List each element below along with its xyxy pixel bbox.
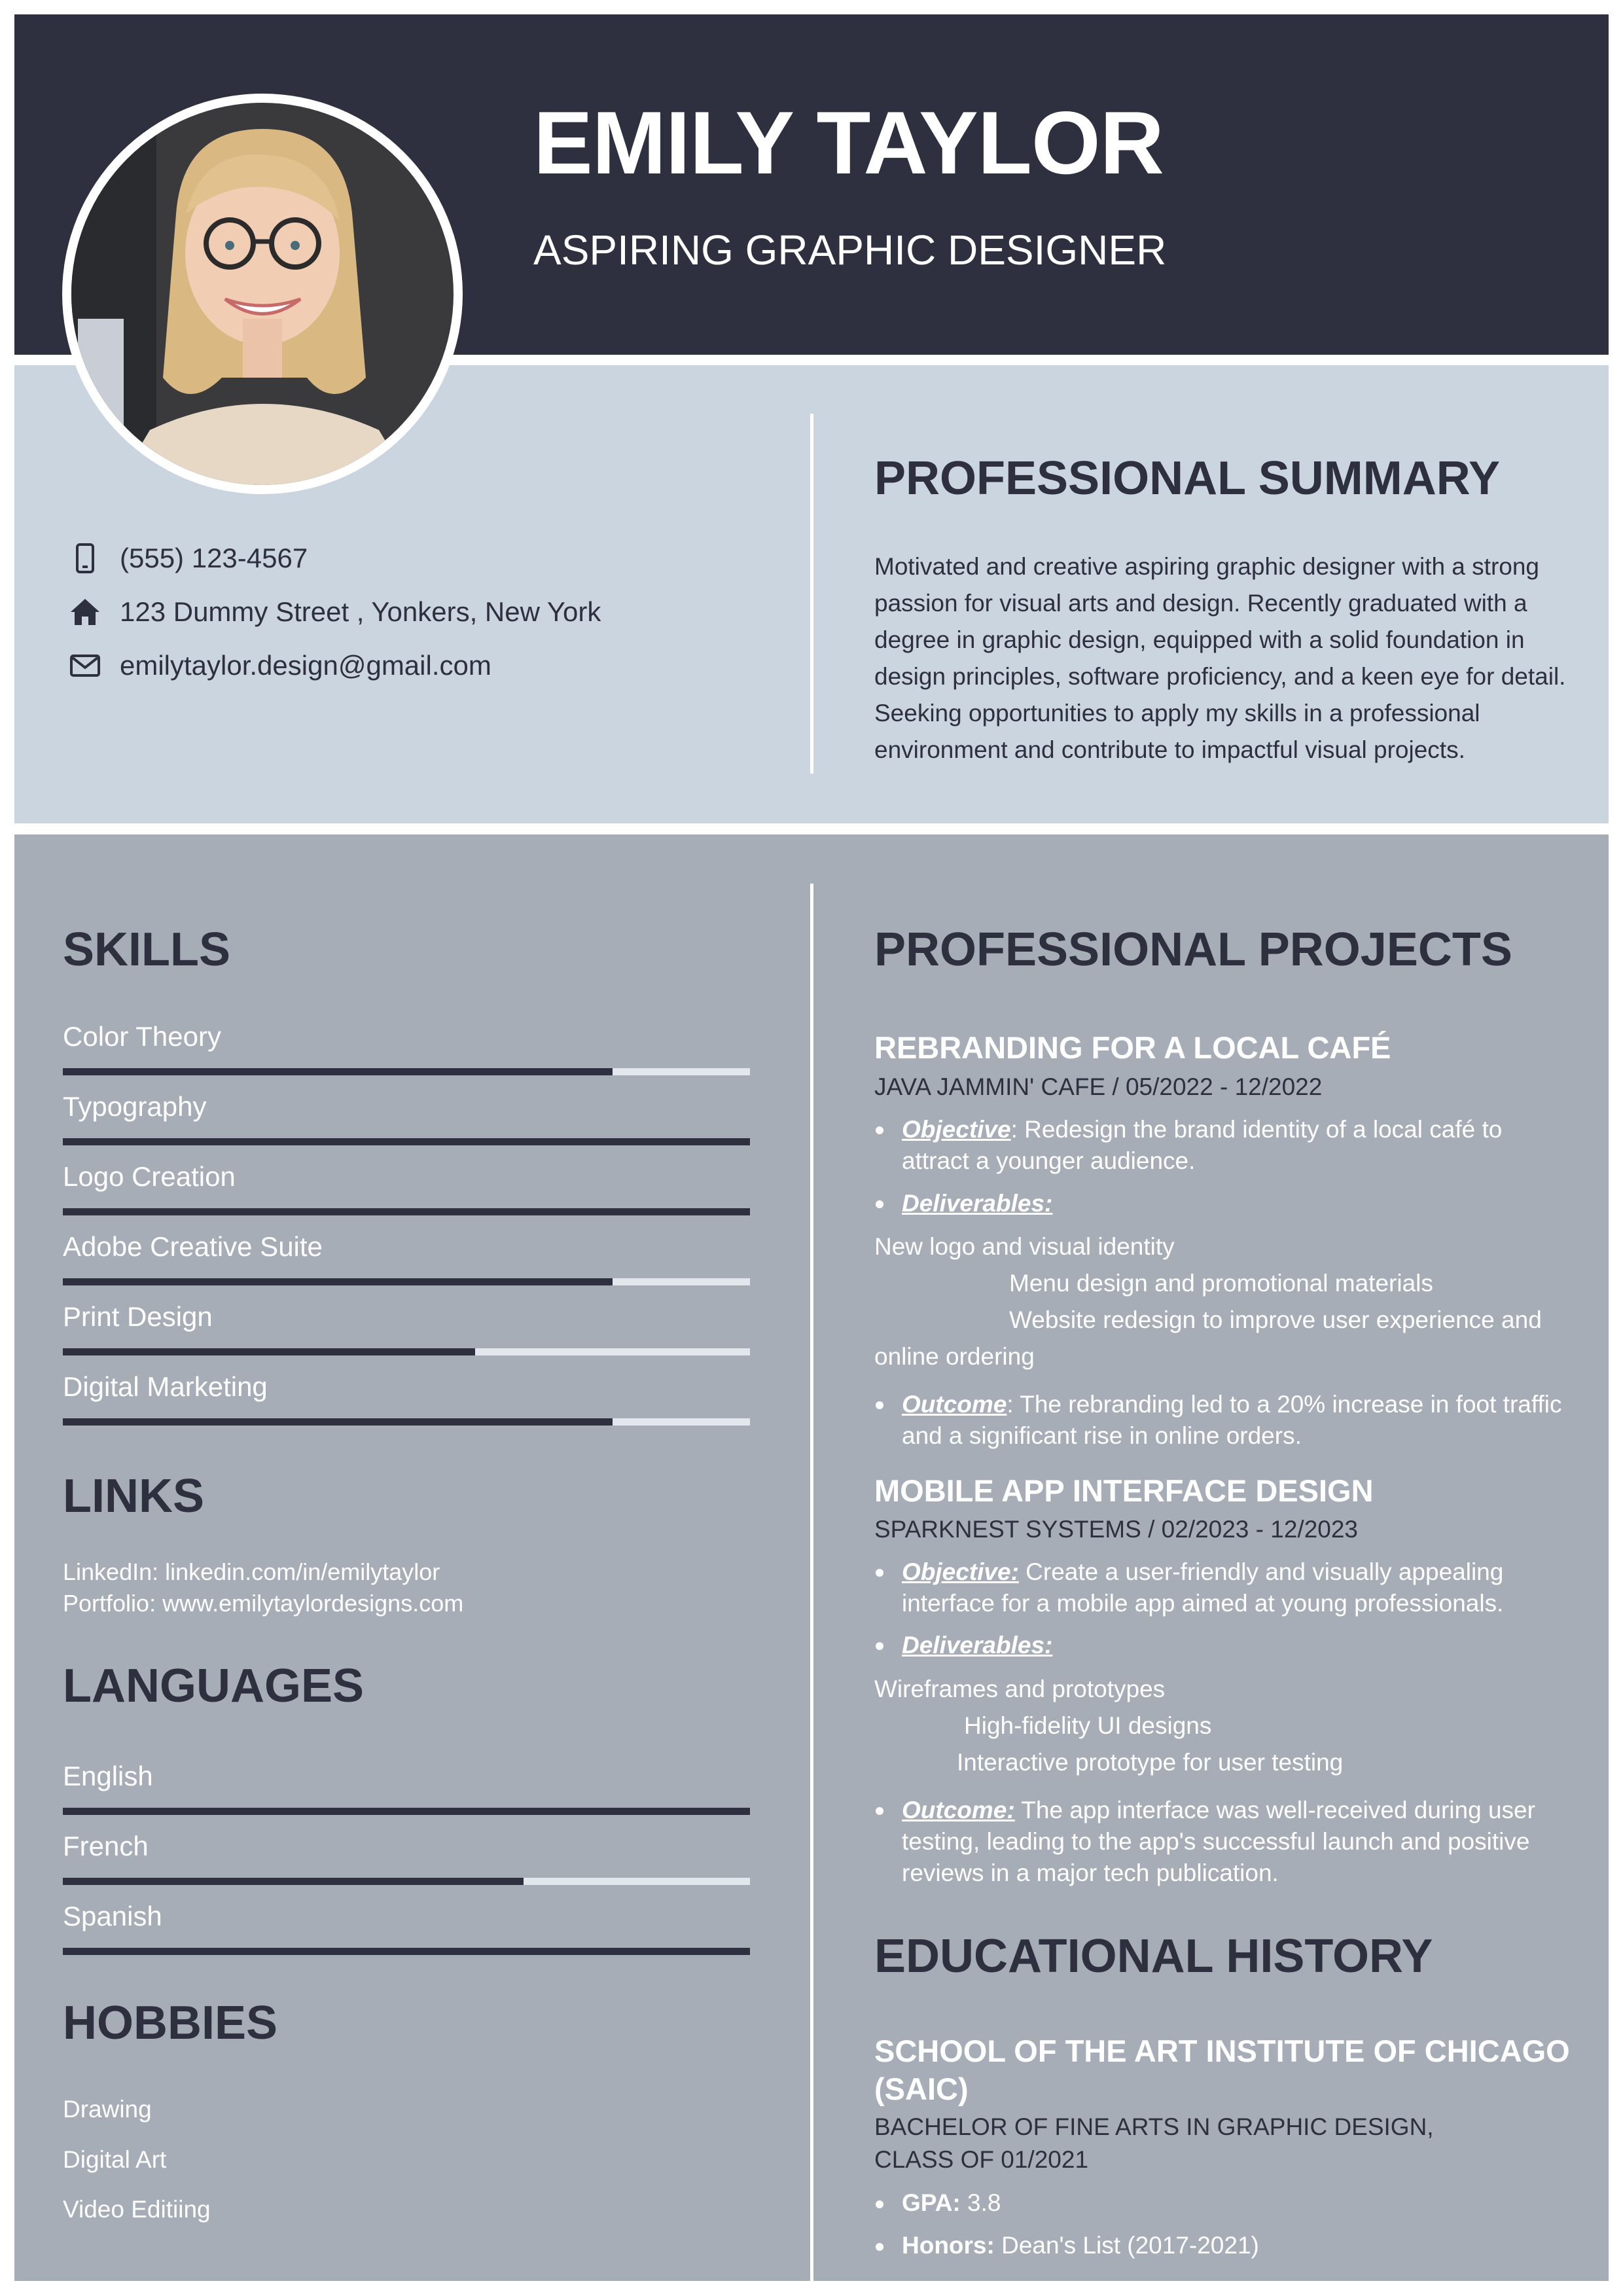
contact-address bbox=[69, 589, 601, 635]
honors-value: Dean's List (2017-2021) bbox=[994, 2232, 1259, 2259]
honors-label: Honors: bbox=[902, 2232, 995, 2259]
deliverable-item: Wireframes and prototypes bbox=[874, 1676, 1166, 1702]
class-text: CLASS OF 01/2021 bbox=[874, 2146, 1089, 2173]
language-level-bar bbox=[63, 1948, 750, 1955]
skill-level-bar bbox=[63, 1278, 750, 1285]
skill-level-fill bbox=[63, 1418, 613, 1426]
bullet-dot bbox=[876, 1807, 883, 1815]
outcome-text: : The rebranding led to a 20% increase in foot traffic and a significant rise in online orders. bbox=[902, 1391, 1562, 1449]
skill-level-bar bbox=[63, 1418, 750, 1426]
links-heading: LINKS bbox=[63, 1470, 204, 1522]
hobbies-heading: HOBBIES bbox=[63, 1997, 278, 2049]
skill-level-fill bbox=[63, 1068, 613, 1075]
profile-photo bbox=[62, 94, 463, 494]
contact-phone[interactable] bbox=[69, 535, 308, 581]
summary-text: Motivated and creative aspiring graphic designer with a strong passion for visual arts and design. Recently graduated with a degree in graphic design, equipped with a solid foundation in design principles, software proficiency, and a keen eye for detail. Seeking opportunities to apply my skills in a professional environment and contribute to impactful visual projects. bbox=[874, 553, 1566, 763]
skill-level-fill bbox=[63, 1138, 750, 1145]
bullet-dot bbox=[876, 2243, 883, 2251]
email-text: emilytaylor.design@gmail.com bbox=[120, 650, 491, 681]
project-objective bbox=[874, 1556, 1575, 1619]
deliverables-label: Deliverables: bbox=[902, 1632, 1053, 1659]
outcome-label: Outcome bbox=[902, 1391, 1007, 1418]
skill-level-bar bbox=[63, 1138, 750, 1145]
skill-label: Typography bbox=[63, 1091, 207, 1122]
bullet-dot bbox=[876, 1200, 883, 1208]
phone-text: (555) 123-4567 bbox=[120, 543, 308, 573]
objective-text: Create a user-friendly and visually appealing interface for a mobile app aimed at young professionals. bbox=[902, 1558, 1504, 1617]
language-label: English bbox=[63, 1761, 153, 1791]
language-label: French bbox=[63, 1831, 149, 1861]
deliverable-item: Interactive prototype for user testing bbox=[957, 1749, 1344, 1776]
degree-block bbox=[874, 2111, 1434, 2176]
outcome-label: Outcome: bbox=[902, 1797, 1015, 1823]
project-title: REBRANDING FOR A LOCAL CAFÉ bbox=[874, 1030, 1391, 1065]
address-text: 123 Dummy Street , Yonkers, New York bbox=[120, 596, 601, 627]
skill-label: Print Design bbox=[63, 1301, 213, 1332]
deliverable-item: New logo and visual identity bbox=[874, 1233, 1175, 1260]
objective-label: Objective: bbox=[902, 1558, 1019, 1585]
project-meta: JAVA JAMMIN' CAFE / 05/2022 - 12/2022 bbox=[874, 1073, 1323, 1100]
skill-level-fill bbox=[63, 1278, 613, 1285]
bullet-dot bbox=[876, 1569, 883, 1577]
mail-icon bbox=[69, 649, 101, 682]
skill-level-bar bbox=[63, 1068, 750, 1075]
project-deliverables bbox=[874, 1630, 1575, 1661]
candidate-name: EMILY TAYLOR bbox=[533, 93, 1164, 192]
contact-email[interactable] bbox=[69, 643, 491, 689]
language-level-fill bbox=[63, 1878, 524, 1885]
deliverables-colon: : bbox=[1044, 1190, 1053, 1217]
hobby-item: Video Editiing bbox=[63, 2196, 211, 2223]
skill-level-bar bbox=[63, 1208, 750, 1215]
bullet-dot bbox=[876, 1642, 883, 1650]
skill-label: Digital Marketing bbox=[63, 1371, 268, 1402]
linkedin-link[interactable]: LinkedIn: linkedin.com/in/emilytaylor bbox=[63, 1558, 440, 1585]
project-meta: SPARKNEST SYSTEMS / 02/2023 - 12/2023 bbox=[874, 1516, 1359, 1543]
skills-heading: SKILLS bbox=[63, 924, 231, 976]
summary-heading: PROFESSIONAL SUMMARY bbox=[874, 452, 1501, 505]
skill-level-fill bbox=[63, 1208, 750, 1215]
projects-heading: PROFESSIONAL PROJECTS bbox=[874, 924, 1512, 976]
bullet-dot bbox=[876, 1126, 883, 1134]
gpa-value: 3.8 bbox=[960, 2189, 1001, 2216]
deliverable-item: Menu design and promotional materials bbox=[1009, 1270, 1433, 1297]
languages-heading: LANGUAGES bbox=[63, 1660, 365, 1712]
language-level-fill bbox=[63, 1808, 750, 1815]
bullet-dot bbox=[876, 2200, 883, 2208]
links-block bbox=[63, 1556, 463, 1619]
gpa-label: GPA: bbox=[902, 2189, 961, 2216]
home-icon bbox=[69, 596, 101, 628]
deliverables-label: Deliverables bbox=[902, 1190, 1045, 1217]
project-outcome bbox=[874, 1389, 1575, 1452]
school-name: SCHOOL OF THE ART INSTITUTE OF CHICAGO (SAIC) bbox=[874, 2034, 1570, 2106]
outcome-text: The app interface was well-received during user testing, leading to the app's successful launch and positive reviews in a major tech publication. bbox=[902, 1797, 1535, 1886]
project-outcome bbox=[874, 1795, 1575, 1889]
language-level-bar bbox=[63, 1808, 750, 1815]
deliverable-item: High-fidelity UI designs bbox=[964, 1712, 1212, 1739]
skill-label: Adobe Creative Suite bbox=[63, 1231, 323, 1262]
bullet-dot bbox=[876, 1401, 883, 1409]
skill-level-bar bbox=[63, 1348, 750, 1355]
gpa-item bbox=[874, 2189, 1001, 2217]
project-deliverables bbox=[874, 1188, 1575, 1219]
divider-bottom bbox=[810, 884, 813, 2281]
objective-label: Objective bbox=[902, 1116, 1011, 1143]
hobby-item: Drawing bbox=[63, 2096, 152, 2123]
language-label: Spanish bbox=[63, 1901, 162, 1931]
candidate-title: ASPIRING GRAPHIC DESIGNER bbox=[533, 226, 1167, 274]
hobby-item: Digital Art bbox=[63, 2146, 167, 2173]
project-title: MOBILE APP INTERFACE DESIGN bbox=[874, 1473, 1374, 1508]
degree-text: BACHELOR OF FINE ARTS IN GRAPHIC DESIGN, bbox=[874, 2113, 1434, 2140]
language-level-bar bbox=[63, 1878, 750, 1885]
skill-label: Color Theory bbox=[63, 1021, 221, 1052]
skill-label: Logo Creation bbox=[63, 1161, 236, 1192]
divider-top bbox=[810, 414, 813, 774]
portfolio-link[interactable]: Portfolio: www.emilytaylordesigns.com bbox=[63, 1590, 464, 1617]
portrait-illustration bbox=[71, 103, 454, 485]
skill-level-fill bbox=[63, 1348, 475, 1355]
phone-icon bbox=[69, 542, 101, 575]
deliverable-item: Website redesign to improve user experience and bbox=[1009, 1306, 1542, 1333]
honors-item bbox=[874, 2232, 1259, 2259]
language-level-fill bbox=[63, 1948, 750, 1955]
deliverable-item: online ordering bbox=[874, 1343, 1035, 1370]
project-objective bbox=[874, 1114, 1575, 1177]
education-heading: EDUCATIONAL HISTORY bbox=[874, 1930, 1433, 1982]
objective-text: : Redesign the brand identity of a local café to attract a younger audience. bbox=[902, 1116, 1503, 1174]
